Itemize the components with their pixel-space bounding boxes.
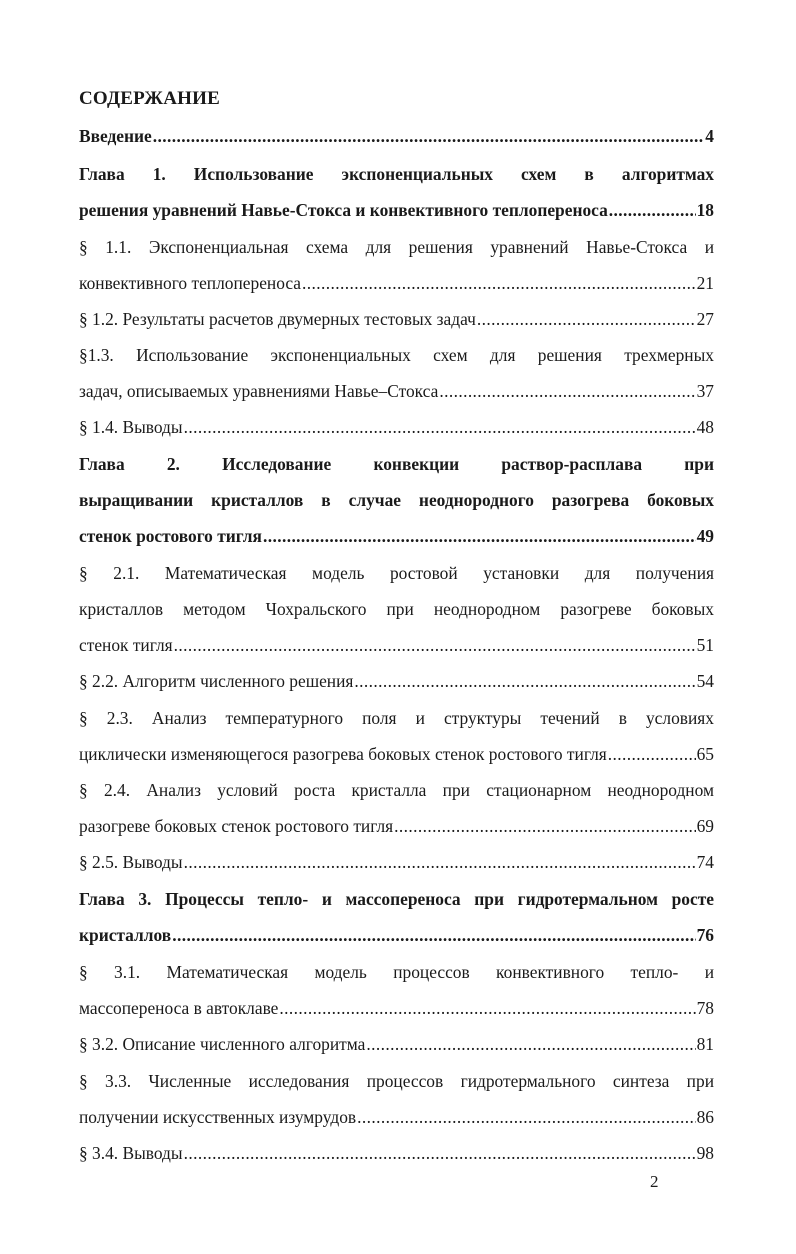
toc-entry-section-1-3-cont[interactable]: задач, описываемых уравнениями Навье–Стокса ..... 37: [79, 380, 714, 402]
toc-entry-section-3-4[interactable]: § 3.4. Выводы ..... 98: [79, 1142, 714, 1164]
toc-entry-section-1-3[interactable]: §1.3. Использование экспоненциальных схем для решения трехмерных: [79, 345, 714, 365]
toc-entry-chapter-2[interactable]: Глава 2. Исследование конвекции раствор-расплава при: [79, 454, 714, 474]
toc-entry-section-2-1[interactable]: § 2.1. Математическая модель ростовой установки для получения: [79, 563, 714, 583]
page-number: 2: [650, 1172, 659, 1191]
toc-entry-intro[interactable]: Введение ..... 4: [79, 125, 714, 147]
toc-entry-chapter-2-cont[interactable]: выращивании кристаллов в случае неоднородного разогрева боковых: [79, 490, 714, 510]
toc-entry-section-3-1[interactable]: § 3.1. Математическая модель процессов конвективного тепло- и: [79, 962, 714, 982]
toc-entry-chapter-1-cont[interactable]: решения уравнений Навье-Стокса и конвективного теплопереноса ..... 18: [79, 199, 714, 221]
toc-entry-section-1-1-cont[interactable]: конвективного теплопереноса ..... 21: [79, 272, 714, 294]
toc-entry-section-2-1-cont[interactable]: кристаллов методом Чохральского при неоднородном разогреве боковых: [79, 599, 714, 619]
toc-entry-section-3-3[interactable]: § 3.3. Численные исследования процессов гидротермального синтеза при: [79, 1071, 714, 1091]
toc-entry-section-1-1[interactable]: § 1.1. Экспоненциальная схема для решения уравнений Навье-Стокса и: [79, 237, 714, 257]
toc-entry-section-1-4[interactable]: § 1.4. Выводы ..... 48: [79, 416, 714, 438]
toc-entry-section-2-1-cont-2[interactable]: стенок тигля ..... 51: [79, 634, 714, 656]
toc-entry-chapter-1[interactable]: Глава 1. Использование экспоненциальных схем в алгоритмах: [79, 164, 714, 184]
toc-entry-section-2-5[interactable]: § 2.5. Выводы ..... 74: [79, 851, 714, 873]
toc-entry-section-2-4-cont[interactable]: разогреве боковых стенок ростового тигля ..... 69: [79, 815, 714, 837]
toc-entry-section-2-3[interactable]: § 2.3. Анализ температурного поля и структуры течений в условиях: [79, 708, 714, 728]
toc-entry-section-3-1-cont[interactable]: массопереноса в автоклаве ..... 78: [79, 997, 714, 1019]
toc-entry-section-3-3-cont[interactable]: получении искусственных изумрудов ..... 86: [79, 1106, 714, 1128]
toc-entry-section-1-2[interactable]: § 1.2. Результаты расчетов двумерных тестовых задач ..... 27: [79, 308, 714, 330]
toc-entry-section-2-4[interactable]: § 2.4. Анализ условий роста кристалла при стационарном неоднородном: [79, 780, 714, 800]
toc-entry-section-3-2[interactable]: § 3.2. Описание численного алгоритма ..... 81: [79, 1033, 714, 1055]
page-title: СОДЕРЖАНИЕ: [79, 88, 220, 109]
toc-entry-section-2-2[interactable]: § 2.2. Алгоритм численного решения ..... 54: [79, 670, 714, 692]
toc-entry-chapter-3[interactable]: Глава 3. Процессы тепло- и массопереноса при гидротермальном росте: [79, 889, 714, 909]
toc-entry-chapter-3-cont[interactable]: кристаллов ..... 76: [79, 924, 714, 946]
toc-entry-chapter-2-cont-2[interactable]: стенок ростового тигля ..... 49: [79, 525, 714, 547]
toc-entry-section-2-3-cont[interactable]: циклически изменяющегося разогрева боковых стенок ростового тигля ..... 65: [79, 743, 714, 765]
